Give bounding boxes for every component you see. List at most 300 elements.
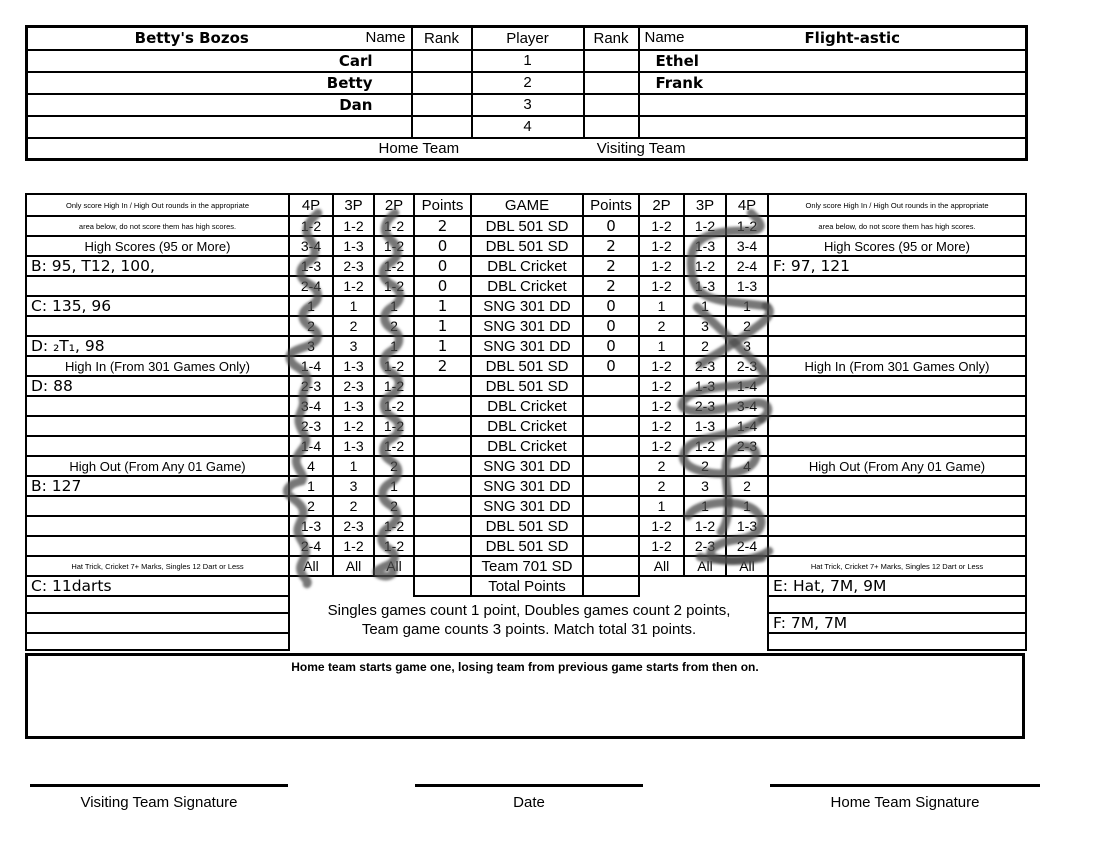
left-4p-cell: 2-3 <box>289 416 333 436</box>
right-4p-cell: 1-3 <box>726 516 768 536</box>
visit-rank-cell <box>584 116 639 138</box>
game-cell: SNG 301 DD <box>471 496 583 516</box>
right-note-cell: F: 97, 121 <box>768 256 1026 276</box>
right-4p-cell: 3-4 <box>726 236 768 256</box>
right-note-cell <box>768 336 1026 356</box>
right-2p-cell: 1-2 <box>639 236 684 256</box>
right-2p-cell: 1-2 <box>639 276 684 296</box>
right-points-cell <box>583 576 639 596</box>
left-note-cell <box>26 496 289 516</box>
game-header: GAME <box>471 194 583 216</box>
score-row <box>26 216 1026 236</box>
game-cell: DBL 501 SD <box>471 216 583 236</box>
home-player-name: Dan <box>27 94 412 116</box>
score-row <box>26 496 1026 516</box>
score-row <box>26 536 1026 556</box>
left-note-cell: High In (From 301 Games Only) <box>26 356 289 376</box>
home-signature-line <box>770 784 1040 787</box>
left-3p-cell: All <box>333 556 374 576</box>
right-2p-cell: 1-2 <box>639 516 684 536</box>
game-cell: DBL 501 SD <box>471 236 583 256</box>
right-3p-cell: All <box>684 556 726 576</box>
player-header: Player <box>472 27 584 50</box>
left-4p-cell: 2-4 <box>289 276 333 296</box>
right-2p-cell: 1-2 <box>639 416 684 436</box>
left-points-cell: 0 <box>414 276 471 296</box>
left-note-cell: area below, do not score them has high scores. <box>26 216 289 236</box>
right-3p-header: 3P <box>684 194 726 216</box>
left-2p-cell: 2 <box>374 456 414 476</box>
player-number: 3 <box>472 94 584 116</box>
left-2p-cell: 2 <box>374 496 414 516</box>
left-3p-cell: 1 <box>333 456 374 476</box>
visiting-signature-label: Visiting Team Signature <box>80 794 238 811</box>
left-2p-cell: 1-2 <box>374 436 414 456</box>
right-4p-cell: 2 <box>726 476 768 496</box>
visit-player-name: Ethel <box>639 50 1027 72</box>
right-3p-cell: 2-3 <box>684 356 726 376</box>
right-note-cell <box>768 536 1026 556</box>
left-3p-cell: 2 <box>333 496 374 516</box>
score-row <box>26 476 1026 496</box>
right-points-cell <box>583 476 639 496</box>
right-4p-cell: 1-4 <box>726 376 768 396</box>
left-4p-cell: 4 <box>289 456 333 476</box>
visit-player-name <box>639 94 1027 116</box>
right-4p-cell: 4 <box>726 456 768 476</box>
right-3p-cell: 2 <box>684 456 726 476</box>
left-points-cell: 1 <box>414 316 471 336</box>
home-rank-cell <box>412 50 472 72</box>
right-note-header: Only score High In / High Out rounds in the appropriate <box>768 194 1026 216</box>
rule-text: Home team starts game one, losing team from previous game starts from then on. <box>291 660 759 674</box>
roster-footer-cell <box>27 138 1027 160</box>
rule-box <box>25 653 1025 739</box>
right-3p-cell: 2-3 <box>684 396 726 416</box>
right-3p-cell: 1 <box>684 296 726 316</box>
home-rank-cell <box>412 72 472 94</box>
right-points-cell <box>583 456 639 476</box>
left-4p-cell: 1-2 <box>289 216 333 236</box>
left-points-cell <box>414 456 471 476</box>
left-3p-cell: 3 <box>333 476 374 496</box>
left-4p-cell: 3-4 <box>289 396 333 416</box>
right-note-cell: High Out (From Any 01 Game) <box>768 456 1026 476</box>
game-cell: Total Points <box>471 576 583 596</box>
visiting-team-name: Flight-astic <box>804 29 901 47</box>
game-cell: DBL Cricket <box>471 396 583 416</box>
right-4p-cell: 2-4 <box>726 536 768 556</box>
player-row <box>27 50 1027 72</box>
home-rank-header: Rank <box>412 27 472 50</box>
right-2p-cell: 1-2 <box>639 396 684 416</box>
left-note-cell: D: 88 <box>26 376 289 396</box>
home-team-name: Betty's Bozos <box>134 29 249 47</box>
left-note-cell <box>26 516 289 536</box>
home-team-header-cell <box>27 27 412 50</box>
left-points-cell: 2 <box>414 356 471 376</box>
left-note-cell <box>26 436 289 456</box>
game-cell: SNG 301 DD <box>471 316 583 336</box>
left-note-cell <box>26 276 289 296</box>
right-points-header: Points <box>583 194 639 216</box>
left-4p-cell: 1-4 <box>289 436 333 456</box>
left-3p-cell: 1-2 <box>333 416 374 436</box>
left-note-cell: Hat Trick, Cricket 7+ Marks, Singles 12 Dart or Less <box>26 556 289 576</box>
right-note-cell <box>768 496 1026 516</box>
game-cell: SNG 301 DD <box>471 476 583 496</box>
player-row <box>27 72 1027 94</box>
right-note-cell: E: Hat, 7M, 9M <box>768 576 1026 596</box>
home-name-header: Name <box>365 29 406 46</box>
left-note-cell: C: 135, 96 <box>26 296 289 316</box>
right-2p-header: 2P <box>639 194 684 216</box>
right-2p-cell: 1-2 <box>639 536 684 556</box>
left-points-cell <box>414 476 471 496</box>
right-note-cell <box>768 516 1026 536</box>
visiting-team-label: Visiting Team <box>596 139 686 157</box>
right-3p-cell: 1 <box>684 496 726 516</box>
left-4p-cell: 2-4 <box>289 536 333 556</box>
right-points-cell: 0 <box>583 216 639 236</box>
score-row <box>26 376 1026 396</box>
score-row <box>26 336 1026 356</box>
right-points-cell <box>583 496 639 516</box>
left-3p-header: 3P <box>333 194 374 216</box>
left-points-cell <box>414 416 471 436</box>
left-note-cell: D: ₂T₁, 98 <box>26 336 289 356</box>
roster-table <box>25 25 1028 161</box>
game-cell: DBL Cricket <box>471 416 583 436</box>
right-note-cell <box>768 296 1026 316</box>
right-points-cell: 2 <box>583 236 639 256</box>
left-3p-cell: 2-3 <box>333 516 374 536</box>
home-player-name: Betty <box>27 72 412 94</box>
left-3p-cell: 1-3 <box>333 356 374 376</box>
player-number: 4 <box>472 116 584 138</box>
right-points-cell: 2 <box>583 276 639 296</box>
right-points-cell <box>583 376 639 396</box>
right-2p-cell: 1-2 <box>639 376 684 396</box>
left-2p-cell: 1 <box>374 336 414 356</box>
score-row <box>26 236 1026 256</box>
left-2p-cell: 1-2 <box>374 376 414 396</box>
left-note-header: Only score High In / High Out rounds in the appropriate <box>26 194 289 216</box>
right-points-cell <box>583 516 639 536</box>
right-3p-cell: 2-3 <box>684 536 726 556</box>
right-points-cell <box>583 436 639 456</box>
left-4p-cell: 1-3 <box>289 516 333 536</box>
right-points-cell <box>583 396 639 416</box>
right-4p-cell: 1 <box>726 496 768 516</box>
visiting-signature-line <box>30 784 288 787</box>
right-3p-cell: 1-2 <box>684 436 726 456</box>
left-4p-cell: 2 <box>289 496 333 516</box>
left-4p-cell: 1-4 <box>289 356 333 376</box>
right-4p-cell: 1-3 <box>726 276 768 296</box>
right-4p-cell: 1-4 <box>726 416 768 436</box>
right-note-cell <box>768 376 1026 396</box>
right-2p-cell: 1 <box>639 496 684 516</box>
left-3p-cell <box>333 576 374 596</box>
right-note-cell <box>768 476 1026 496</box>
game-cell: DBL 501 SD <box>471 376 583 396</box>
left-2p-cell: 1-2 <box>374 216 414 236</box>
right-4p-cell: 2-4 <box>726 256 768 276</box>
scoring-note-line1: Singles games count 1 point, Doubles games count 2 points, <box>327 602 731 619</box>
player-number: 2 <box>472 72 584 94</box>
right-3p-cell: 1-3 <box>684 276 726 296</box>
score-row <box>26 456 1026 476</box>
right-4p-cell: 2 <box>726 316 768 336</box>
home-rank-cell <box>412 94 472 116</box>
left-points-cell <box>414 576 471 596</box>
visit-player-name <box>639 116 1027 138</box>
right-points-cell <box>583 536 639 556</box>
right-points-cell <box>583 556 639 576</box>
left-points-cell <box>414 396 471 416</box>
left-points-cell <box>414 516 471 536</box>
score-grid <box>25 193 1027 651</box>
right-2p-cell: 1 <box>639 296 684 316</box>
left-2p-cell: 1-2 <box>374 516 414 536</box>
left-points-cell: 0 <box>414 236 471 256</box>
left-3p-cell: 1-3 <box>333 236 374 256</box>
right-2p-cell: 2 <box>639 316 684 336</box>
right-note-cell <box>768 633 1026 650</box>
right-3p-cell: 1-2 <box>684 256 726 276</box>
right-4p-cell: 1-2 <box>726 216 768 236</box>
left-3p-cell: 3 <box>333 336 374 356</box>
left-4p-cell: 2-3 <box>289 376 333 396</box>
right-4p-header: 4P <box>726 194 768 216</box>
left-note-cell <box>26 316 289 336</box>
left-4p-cell: 1 <box>289 296 333 316</box>
right-note-cell <box>768 596 1026 613</box>
right-4p-cell <box>726 576 768 596</box>
left-3p-cell: 1-2 <box>333 216 374 236</box>
left-2p-cell: 1 <box>374 296 414 316</box>
left-3p-cell: 2-3 <box>333 256 374 276</box>
left-note-cell <box>26 613 289 633</box>
visit-rank-cell <box>584 72 639 94</box>
left-note-cell: High Out (From Any 01 Game) <box>26 456 289 476</box>
score-row <box>26 416 1026 436</box>
right-4p-cell: All <box>726 556 768 576</box>
score-row <box>26 436 1026 456</box>
right-note-cell <box>768 276 1026 296</box>
right-note-cell: High In (From 301 Games Only) <box>768 356 1026 376</box>
left-points-cell: 1 <box>414 296 471 316</box>
left-note-cell: B: 127 <box>26 476 289 496</box>
left-2p-cell: 1-2 <box>374 396 414 416</box>
left-points-cell <box>414 376 471 396</box>
visit-rank-header: Rank <box>584 27 639 50</box>
left-2p-cell: 1-2 <box>374 236 414 256</box>
right-points-cell: 0 <box>583 356 639 376</box>
game-cell: DBL Cricket <box>471 256 583 276</box>
left-note-cell: High Scores (95 or More) <box>26 236 289 256</box>
right-points-cell: 2 <box>583 256 639 276</box>
left-3p-cell: 2-3 <box>333 376 374 396</box>
right-points-cell <box>583 416 639 436</box>
left-2p-cell: 1-2 <box>374 256 414 276</box>
left-3p-cell: 2 <box>333 316 374 336</box>
left-note-cell <box>26 633 289 650</box>
score-row <box>26 316 1026 336</box>
score-grid-header <box>26 194 1026 216</box>
left-note-cell <box>26 396 289 416</box>
left-points-header: Points <box>414 194 471 216</box>
left-4p-cell: 1 <box>289 476 333 496</box>
home-player-name: Carl <box>27 50 412 72</box>
right-2p-cell: 1 <box>639 336 684 356</box>
right-2p-cell: 2 <box>639 456 684 476</box>
right-2p-cell: 1-2 <box>639 216 684 236</box>
score-row <box>26 296 1026 316</box>
right-4p-cell: 1 <box>726 296 768 316</box>
left-3p-cell: 1-2 <box>333 536 374 556</box>
right-4p-cell: 3 <box>726 336 768 356</box>
home-player-name <box>27 116 412 138</box>
right-note-cell: F: 7M, 7M <box>768 613 1026 633</box>
right-2p-cell: 1-2 <box>639 256 684 276</box>
scoring-note-line2: Team game counts 3 points. Match total 31 points. <box>361 621 697 638</box>
left-4p-cell: 1-3 <box>289 256 333 276</box>
right-points-cell: 0 <box>583 316 639 336</box>
visit-name-header: Name <box>644 29 685 46</box>
visiting-team-header-cell <box>639 27 1027 50</box>
home-signature-label: Home Team Signature <box>830 794 980 811</box>
left-4p-cell: 3-4 <box>289 236 333 256</box>
right-3p-cell: 3 <box>684 476 726 496</box>
right-note-cell <box>768 416 1026 436</box>
right-3p-cell: 1-3 <box>684 236 726 256</box>
right-note-cell <box>768 436 1026 456</box>
left-2p-cell: 1-2 <box>374 416 414 436</box>
left-3p-cell: 1-3 <box>333 436 374 456</box>
left-3p-cell: 1-3 <box>333 396 374 416</box>
left-4p-cell: 3 <box>289 336 333 356</box>
right-3p-cell: 1-2 <box>684 216 726 236</box>
left-2p-header: 2P <box>374 194 414 216</box>
visit-player-name: Frank <box>639 72 1027 94</box>
player-row <box>27 116 1027 138</box>
left-points-cell: 1 <box>414 336 471 356</box>
game-cell: DBL 501 SD <box>471 356 583 376</box>
left-note-cell <box>26 536 289 556</box>
game-cell: SNG 301 DD <box>471 296 583 316</box>
right-4p-cell: 2-3 <box>726 356 768 376</box>
score-row <box>26 516 1026 536</box>
date-block <box>415 784 643 811</box>
home-team-label: Home Team <box>378 139 460 157</box>
right-3p-cell: 3 <box>684 316 726 336</box>
right-2p-cell: 2 <box>639 476 684 496</box>
left-note-cell <box>26 416 289 436</box>
left-note-cell: C: 11darts <box>26 576 289 596</box>
left-3p-cell: 1-2 <box>333 276 374 296</box>
score-row <box>26 276 1026 296</box>
home-signature-block <box>770 784 1040 811</box>
left-4p-header: 4P <box>289 194 333 216</box>
left-points-cell <box>414 496 471 516</box>
right-3p-cell: 1-3 <box>684 376 726 396</box>
left-points-cell <box>414 536 471 556</box>
game-cell: DBL 501 SD <box>471 536 583 556</box>
left-2p-cell: 2 <box>374 316 414 336</box>
date-line <box>415 784 643 787</box>
left-4p-cell <box>289 576 333 596</box>
score-row <box>26 256 1026 276</box>
left-2p-cell: 1 <box>374 476 414 496</box>
left-2p-cell <box>374 576 414 596</box>
left-note-cell: B: 95, T12, 100, <box>26 256 289 276</box>
game-cell: SNG 301 DD <box>471 336 583 356</box>
right-2p-cell: 1-2 <box>639 356 684 376</box>
left-note-cell <box>26 596 289 613</box>
home-rank-cell <box>412 116 472 138</box>
score-row <box>26 556 1026 576</box>
game-cell: DBL Cricket <box>471 436 583 456</box>
right-4p-cell: 3-4 <box>726 396 768 416</box>
score-row <box>26 356 1026 376</box>
visit-rank-cell <box>584 94 639 116</box>
date-label: Date <box>513 794 545 811</box>
right-3p-cell: 1-3 <box>684 416 726 436</box>
player-row <box>27 94 1027 116</box>
game-cell: DBL Cricket <box>471 276 583 296</box>
right-note-cell <box>768 316 1026 336</box>
game-cell: Team 701 SD <box>471 556 583 576</box>
game-cell: SNG 301 DD <box>471 456 583 476</box>
right-2p-cell: All <box>639 556 684 576</box>
visit-rank-cell <box>584 50 639 72</box>
left-2p-cell: 1-2 <box>374 536 414 556</box>
right-3p-cell <box>684 576 726 596</box>
right-points-cell: 0 <box>583 336 639 356</box>
score-row <box>26 576 1026 596</box>
left-3p-cell: 1 <box>333 296 374 316</box>
right-3p-cell: 2 <box>684 336 726 356</box>
right-points-cell: 0 <box>583 296 639 316</box>
right-note-cell: High Scores (95 or More) <box>768 236 1026 256</box>
left-points-cell <box>414 556 471 576</box>
right-note-cell <box>768 396 1026 416</box>
right-4p-cell: 2-3 <box>726 436 768 456</box>
left-4p-cell: 2 <box>289 316 333 336</box>
visiting-signature-block <box>30 784 288 811</box>
left-2p-cell: All <box>374 556 414 576</box>
player-number: 1 <box>472 50 584 72</box>
left-points-cell: 2 <box>414 216 471 236</box>
game-cell: DBL 501 SD <box>471 516 583 536</box>
left-points-cell: 0 <box>414 256 471 276</box>
left-2p-cell: 1-2 <box>374 276 414 296</box>
roster-header-row <box>27 27 1027 50</box>
right-note-cell: Hat Trick, Cricket 7+ Marks, Singles 12 Dart or Less <box>768 556 1026 576</box>
left-points-cell <box>414 436 471 456</box>
roster-footer-row <box>27 138 1027 160</box>
left-2p-cell: 1-2 <box>374 356 414 376</box>
right-note-cell: area below, do not score them has high scores. <box>768 216 1026 236</box>
scoring-note <box>290 601 768 639</box>
score-row <box>26 396 1026 416</box>
right-3p-cell: 1-2 <box>684 516 726 536</box>
right-2p-cell: 1-2 <box>639 436 684 456</box>
left-4p-cell: All <box>289 556 333 576</box>
right-2p-cell <box>639 576 684 596</box>
